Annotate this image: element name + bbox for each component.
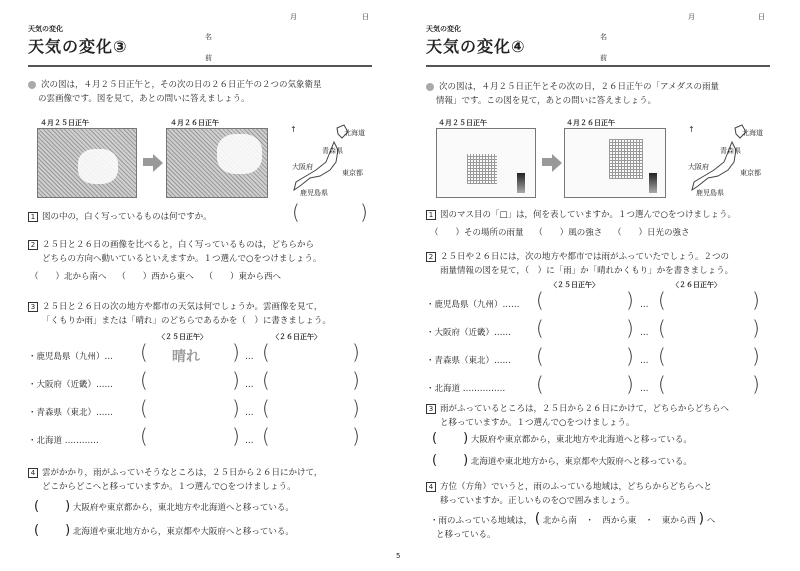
q4-option-2[interactable]: ( ) 北海道や東北地方から，東京都や大阪府へと移っている。 xyxy=(34,523,294,538)
q1-option-2[interactable]: （ ）風の強さ xyxy=(534,228,603,238)
q1-option-3[interactable]: （ ）日光の強さ xyxy=(612,228,690,238)
question-2: 2 ２５日や２６日には，次の地方や都市では雨がふっていたでしょう。２つの 雨量情報の図を見て，（ ）に「雨」か「晴れかくもり」かを書きましょう。 xyxy=(426,250,733,278)
left-worksheet: 月 日 天気の変化 天気の変化③ 名 前 次の図は，４月２５日正午と，その次の日の２６日正午の２つの気象衛星 の雲画像です。図を見て，あとの問いに答えましょう。 ４月２５日正午 ４月２６日正午 ↑ 北海道 青森県 大阪府 東京都 鹿児島県 1 図の中の，白く写っているものは何ですか。 ( ) 2 ２５日と２６日の画像を比べると，白く写っているものは，どちらから どちらの方向へ動いているといえますか。１つ選んで○をつけましょう。 （ ）北から南へ （ ）西から東へ （ ）東から西へ 3 ２５日と２６日の次の地方や都市の天気は何でしょうか。雲画像を見て， 「くもりか雨」または「晴れ」のどちらであるかを（ ）に書きましょう。 〈２５日正午〉 〈２６日正午〉 ・鹿児島県（九州）… ・大阪府（近畿）…… ・青森県（東北）…… ・北海道 ………… ( ) 晴れ … ( ) ( ) … ( ) ( ) … ( ) ( ) … ( ) 4 雲がかかり，雨がふっていそうなところは，２５日から２６日にかけて， どこからどこへと移っていますか。１つ選んで○をつけましょう。 ( ) 大阪府や東京都から，東北地方や北海道へと移っている。 ( ) 北海道や東北地方から，東京都や大阪府へと移っている。 xyxy=(0,0,400,571)
satellite-image-25 xyxy=(37,128,137,198)
bullet-icon xyxy=(28,81,36,89)
row-label-osaka: ・大阪府（近畿）…… xyxy=(426,328,512,338)
q3-option-2[interactable]: ( ) 北海道や東北地方から，東京都や大阪府へと移っている。 xyxy=(432,453,692,468)
month-label: 月 xyxy=(688,13,695,21)
name-label: 名 xyxy=(600,33,607,41)
q4-tail-text: と移っている。 xyxy=(436,530,496,540)
header-rule xyxy=(28,65,372,67)
satellite-image-26 xyxy=(166,128,268,198)
q2-option-3[interactable]: （ ）東から西へ xyxy=(204,272,281,282)
column-header-25: 〈２５日正午〉 xyxy=(158,333,207,341)
map-label-osaka: 大阪府 xyxy=(688,163,709,171)
map-label-aomori: 青森県 xyxy=(322,147,343,155)
unit-label: 天気の変化 xyxy=(426,25,461,33)
question-3: 3 雨がふっているところは，２５日から２６日にかけて，どちらからどちらへ と移っていますか。１つ選んで○をつけましょう。 xyxy=(426,402,729,430)
day-label: 日 xyxy=(758,13,765,21)
arrow-bar xyxy=(143,158,153,166)
intro-text: 次の図は，４月２５日正午とその次の日，２６日正午の「アメダスの雨量 情報」です。この図を見て，あとの問いに答えましょう。 xyxy=(426,80,719,108)
rainfall-map-25 xyxy=(436,128,536,198)
question-4: 4 雲がかかり，雨がふっていそうなところは，２５日から２６日にかけて， どこからどこへと移っていますか。１つ選んで○をつけましょう。 xyxy=(28,466,322,494)
question-4: 4 方位（方角）でいうと，雨のふっている地域は，どちらからどちらへと 移っていますか。正しいものを○で囲みましょう。 xyxy=(426,480,712,508)
map-label-aomori: 青森県 xyxy=(720,147,741,155)
row-label-hokkaido: ・北海道 ………… xyxy=(28,436,99,446)
day-label: 日 xyxy=(362,13,369,21)
q1-option-1[interactable]: （ ）その場所の雨量 xyxy=(430,228,524,238)
month-label: 月 xyxy=(290,13,297,21)
q2-option-2[interactable]: （ ）西から東へ xyxy=(117,272,194,282)
map-label-tokyo: 東京都 xyxy=(342,169,363,177)
q4-option-1[interactable]: ( ) 大阪府や東京都から，東北地方や北海道へと移っている。 xyxy=(34,499,294,514)
answer-paren-close: ) xyxy=(360,200,368,224)
q4-choices[interactable]: 北から南 ・ 西から東 ・ 東から西 xyxy=(542,516,696,526)
column-header-25: 〈２５日正午〉 xyxy=(550,281,599,289)
q2-option-1[interactable]: （ ）北から南へ xyxy=(30,272,107,282)
page-title: 天気の変化③ xyxy=(28,37,128,56)
row-label-kagoshima: ・鹿児島県（九州）… xyxy=(28,352,114,362)
name-label-2: 前 xyxy=(600,54,607,62)
map-label-kagoshima: 鹿児島県 xyxy=(696,189,724,197)
row-label-aomori: ・青森県（東北）…… xyxy=(426,356,512,366)
map-label-tokyo: 東京都 xyxy=(740,169,761,177)
unit-label: 天気の変化 xyxy=(28,25,63,33)
name-label-2: 前 xyxy=(205,54,212,62)
arrow-bar xyxy=(542,158,552,166)
row-label-osaka: ・大阪府（近畿）…… xyxy=(28,380,114,390)
page-title: 天気の変化④ xyxy=(426,37,526,56)
page-number: 5 xyxy=(396,552,401,560)
name-label: 名 xyxy=(205,33,212,41)
map-label-osaka: 大阪府 xyxy=(292,163,313,171)
question-3: 3 ２５日と２６日の次の地方や都市の天気は何でしょうか。雲画像を見て， 「くもりか雨」または「晴れ」のどちらであるかを（ ）に書きましょう。 xyxy=(28,300,331,328)
question-2: 2 ２５日と２６日の画像を比べると，白く写っているものは，どちらから どちらの方向へ動いているといえますか。１つ選んで○をつけましょう。 xyxy=(28,238,321,266)
bullet-icon xyxy=(426,83,434,91)
right-arrow-icon xyxy=(153,154,163,172)
row-label-hokkaido: ・北海道 …………… xyxy=(426,384,506,394)
answer-paren-open: ( xyxy=(292,200,300,224)
right-arrow-icon xyxy=(552,154,562,172)
image-label-25: ４月２５日正午 xyxy=(40,119,89,127)
row-label-aomori: ・青森県（東北）…… xyxy=(28,408,114,418)
q4-answer-line: ・雨のふっている地域は， ( 北から南 ・ 西から東 ・ 東から西 ) へ xyxy=(430,511,716,527)
map-label-hokkaido: 北海道 xyxy=(344,129,365,137)
image-label-26: ４月２６日正午 xyxy=(170,119,219,127)
q3-option-1[interactable]: ( ) 大阪府や東京都から，東北地方や北海道へと移っている。 xyxy=(432,431,692,446)
row-label-kagoshima: ・鹿児島県（九州）…… xyxy=(426,300,520,310)
map-label-hokkaido: 北海道 xyxy=(742,129,763,137)
svg-text:↑: ↑ xyxy=(688,125,695,134)
question-1: 1 図のマス目の「□」は，何を表していますか。１つ選んで○をつけましょう。 xyxy=(426,208,736,222)
map-label-kagoshima: 鹿児島県 xyxy=(300,189,328,197)
column-header-26: 〈２６日正午〉 xyxy=(672,281,721,289)
column-header-26: 〈２６日正午〉 xyxy=(272,333,321,341)
svg-text:↑: ↑ xyxy=(290,125,297,134)
intro-text: 次の図は，４月２５日正午と，その次の日の２６日正午の２つの気象衛星 の雲画像です。図を見て，あとの問いに答えましょう。 xyxy=(28,78,322,106)
image-label-25: ４月２５日正午 xyxy=(438,119,487,127)
right-worksheet: 月 日 天気の変化 天気の変化④ 名 前 次の図は，４月２５日正午とその次の日，２６日正午の「アメダスの雨量 情報」です。この図を見て，あとの問いに答えましょう。 ４月２５日正午 ４月２６日正午 ↑ 北海道 青森県 大阪府 東京都 鹿児島県 1 図のマス目の「□」は，何を表していますか。１つ選んで○をつけましょう。 （ ）その場所の雨量 （ ）風の強さ （ ）日光の強さ 2 ２５日や２６日には，次の地方や都市では雨がふっていたでしょう。２つの 雨量情報の図を見て，（ ）に「雨」か「晴れかくもり」かを書きましょう。 〈２５日正午〉 〈２６日正午〉 ・鹿児島県（九州）…… ・大阪府（近畿）…… ・青森県（東北）…… ・北海道 …………… ( ) … ( ) ( ) … ( ) ( ) … ( ) ( ) … ( ) 3 雨がふっているところは，２５日から２６日にかけて，どちらからどちらへ と移っていますか。１つ選んで○をつけましょう。 ( ) 大阪府や東京都から，東北地方や北海道へと移っている。 ( ) 北海道や東北地方から，東京都や大阪府へと移っている。 4 方位（方角）でいうと，雨のふっている地域は，どちらからどちらへと 移っていますか。正しいものを○で囲みましょう。 ・雨のふっている地域は， ( 北から南 ・ 西から東 ・ 東から西 ) へ と移っている。 xyxy=(400,0,800,571)
q2-options xyxy=(30,270,281,284)
sample-answer: 晴れ xyxy=(172,349,200,365)
q1-options xyxy=(430,226,690,240)
rainfall-map-26 xyxy=(564,128,666,198)
question-1: 1 図の中の，白く写っているものは何ですか。 xyxy=(28,210,212,224)
image-label-26: ４月２６日正午 xyxy=(566,119,615,127)
header-rule xyxy=(426,65,770,67)
